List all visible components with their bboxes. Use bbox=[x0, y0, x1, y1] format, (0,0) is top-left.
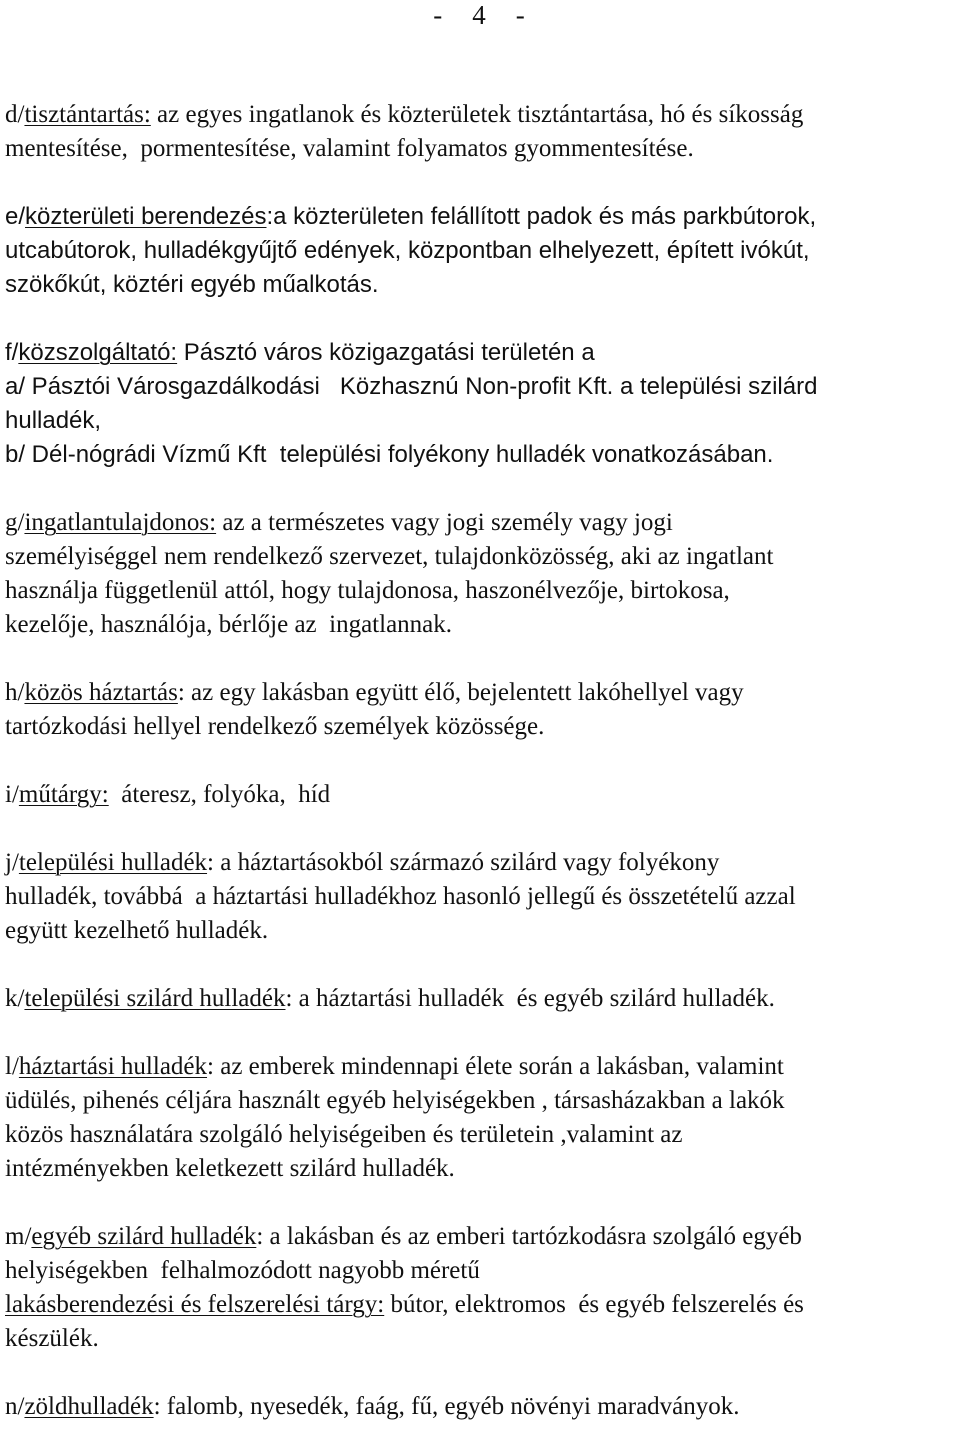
definition-text: közös használatára szolgáló helyiségeiben és területein ,valamint az bbox=[5, 1121, 683, 1148]
definition-text: : falomb, nyesedék, faág, fű, egyéb növényi maradványok. bbox=[153, 1393, 740, 1420]
definition-n bbox=[5, 1390, 960, 1424]
definition-k bbox=[5, 982, 960, 1016]
definition-line bbox=[5, 370, 960, 404]
definition-line bbox=[5, 880, 960, 914]
definition-text: a/ Pásztói Városgazdálkodási Közhasznú Non-profit Kft. a települési szilárd bbox=[5, 373, 818, 400]
definition-label: m/ bbox=[5, 1223, 32, 1250]
paragraph-spacer bbox=[5, 812, 960, 846]
defined-term: tisztántartás: bbox=[24, 101, 151, 128]
page-number-dash-left: - bbox=[433, 0, 445, 30]
paragraph-spacer bbox=[5, 1016, 960, 1050]
definition-line bbox=[5, 404, 960, 438]
paragraph-spacer bbox=[5, 302, 960, 336]
definition-line bbox=[5, 982, 960, 1016]
definition-f bbox=[5, 336, 960, 472]
definition-line bbox=[5, 914, 960, 948]
definition-line bbox=[5, 778, 960, 812]
definition-d bbox=[5, 98, 960, 166]
defined-term: műtárgy: bbox=[18, 781, 109, 808]
definition-text: az a természetes vagy jogi személy vagy jogi bbox=[216, 509, 673, 536]
definition-text: : a háztartásokból származó szilárd vagy folyékony bbox=[207, 849, 720, 876]
defined-term: ingatlantulajdonos: bbox=[24, 509, 217, 536]
definition-line bbox=[5, 1118, 960, 1152]
definition-text: tartózkodási hellyel rendelkező személyek közössége. bbox=[5, 713, 545, 740]
defined-term: közös háztartás bbox=[24, 679, 178, 706]
definition-label: g/ bbox=[5, 509, 25, 536]
definition-text: együtt kezelhető hulladék. bbox=[5, 917, 269, 944]
definition-text: hulladék, bbox=[5, 407, 102, 434]
definition-text: : az egy lakásban együtt élő, bejelentett lakóhellyel vagy bbox=[177, 679, 744, 706]
definition-line bbox=[5, 676, 960, 710]
paragraph-spacer bbox=[5, 1356, 960, 1390]
definition-label: l/ bbox=[5, 1053, 19, 1080]
definition-line bbox=[5, 574, 960, 608]
definition-label: f/ bbox=[5, 339, 19, 366]
definition-h bbox=[5, 676, 960, 744]
paragraph-spacer bbox=[5, 472, 960, 506]
definition-line bbox=[5, 200, 960, 234]
definition-line bbox=[5, 438, 960, 472]
definition-label: d/ bbox=[5, 101, 25, 128]
definition-text: kezelője, használója, bérlője az ingatlannak. bbox=[5, 611, 453, 638]
definition-text: hulladék, továbbá a háztartási hulladékhoz hasonló jellegű és összetételű azzal bbox=[5, 883, 796, 910]
definition-text: az egyes ingatlanok és közterületek tisztántartása, hó és síkosság bbox=[150, 101, 804, 128]
definition-line bbox=[5, 1152, 960, 1186]
definition-label: h/ bbox=[5, 679, 25, 706]
definition-line bbox=[5, 710, 960, 744]
defined-term: települési hulladék bbox=[18, 849, 208, 876]
definition-text: bútor, elektromos és egyéb felszerelés és bbox=[384, 1291, 804, 1318]
definition-j bbox=[5, 846, 960, 948]
definition-line bbox=[5, 268, 960, 302]
definition-text: intézményekben keletkezett szilárd hulladék. bbox=[5, 1155, 455, 1182]
definition-text: üdülés, pihenés céljára használt egyéb helyiségekben , társasházakban a lakók bbox=[5, 1087, 785, 1114]
definition-text: : az emberek mindennapi élete során a lakásban, valamint bbox=[207, 1053, 784, 1080]
definition-text: : a háztartási hulladék és egyéb szilárd hulladék. bbox=[285, 985, 775, 1012]
definition-text: áteresz, folyóka, híd bbox=[108, 781, 331, 808]
definitions-list bbox=[5, 98, 960, 1424]
page-number bbox=[0, 0, 960, 30]
definition-text: személyiséggel nem rendelkező szervezet, tulajdonközösség, aki az ingatlant bbox=[5, 543, 774, 570]
definition-text: Pásztó város közigazgatási területén a bbox=[177, 339, 595, 366]
defined-term: közszolgáltató: bbox=[18, 339, 178, 366]
definition-text: szökőkút, köztéri egyéb műalkotás. bbox=[5, 271, 379, 298]
definition-text: :a közterületen felállított padok és más parkbútorok, bbox=[266, 203, 817, 230]
definition-text: készülék. bbox=[5, 1325, 99, 1352]
defined-term: települési szilárd hulladék bbox=[24, 985, 286, 1012]
defined-term: háztartási hulladék bbox=[18, 1053, 208, 1080]
definition-label: n/ bbox=[5, 1393, 25, 1420]
definition-g bbox=[5, 506, 960, 642]
definition-text: b/ Dél-nógrádi Vízmű Kft települési folyékony hulladék vonatkozásában. bbox=[5, 441, 774, 468]
definition-line bbox=[5, 1288, 960, 1322]
definition-label: i/ bbox=[5, 781, 19, 808]
page-number-dash-right: - bbox=[515, 0, 527, 30]
definition-line bbox=[5, 1050, 960, 1084]
definition-text: utcabútorok, hulladékgyűjtő edények, központban elhelyezett, épített ivókút, bbox=[5, 237, 810, 264]
defined-term: egyéb szilárd hulladék bbox=[31, 1223, 257, 1250]
definition-line bbox=[5, 1084, 960, 1118]
definition-line bbox=[5, 846, 960, 880]
defined-term: közterületi berendezés bbox=[25, 203, 267, 230]
paragraph-spacer bbox=[5, 1186, 960, 1220]
paragraph-spacer bbox=[5, 744, 960, 778]
definition-text: : a lakásban és az emberi tartózkodásra szolgáló egyéb bbox=[256, 1223, 802, 1250]
defined-term: lakásberendezési és felszerelési tárgy: bbox=[5, 1291, 385, 1318]
definition-line bbox=[5, 608, 960, 642]
definition-line bbox=[5, 234, 960, 268]
definition-l bbox=[5, 1050, 960, 1186]
definition-i bbox=[5, 778, 960, 812]
definition-line bbox=[5, 98, 960, 132]
definition-m bbox=[5, 1220, 960, 1356]
definition-line bbox=[5, 1220, 960, 1254]
definition-text: használja függetlenül attól, hogy tulajdonosa, haszonélvezője, birtokosa, bbox=[5, 577, 730, 604]
paragraph-spacer bbox=[5, 166, 960, 200]
definition-label: j/ bbox=[5, 849, 19, 876]
definition-text: mentesítése, pormentesítése, valamint folyamatos gyommentesítése. bbox=[5, 135, 694, 162]
page-number-value: 4 bbox=[472, 0, 488, 30]
definition-label: e/ bbox=[5, 203, 26, 230]
definition-line bbox=[5, 506, 960, 540]
definition-line bbox=[5, 1254, 960, 1288]
definition-line bbox=[5, 1322, 960, 1356]
paragraph-spacer bbox=[5, 642, 960, 676]
defined-term: zöldhulladék bbox=[24, 1393, 154, 1420]
definition-line bbox=[5, 540, 960, 574]
definition-text: helyiségekben felhalmozódott nagyobb méretű bbox=[5, 1257, 480, 1284]
definition-e bbox=[5, 200, 960, 302]
definition-line bbox=[5, 336, 960, 370]
paragraph-spacer bbox=[5, 948, 960, 982]
definition-line bbox=[5, 1390, 960, 1424]
definition-line bbox=[5, 132, 960, 166]
definition-label: k/ bbox=[5, 985, 25, 1012]
